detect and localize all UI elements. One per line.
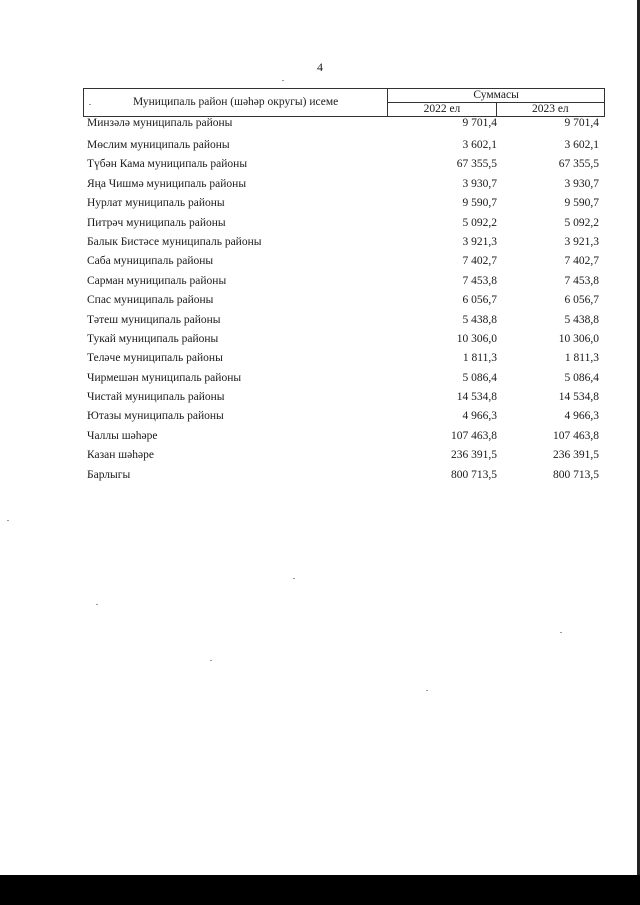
amount-2022-cell: 800 713,5 [451,468,497,481]
amount-2022-cell: 9 590,7 [462,197,497,210]
amount-2023-cell: 67 355,5 [558,158,599,171]
header-year-2023: 2023 ел [496,103,604,117]
table-row [83,194,605,213]
scan-speck [293,578,295,579]
scan-speck [7,520,9,521]
amount-2022-cell: 5 092,2 [462,216,497,229]
table-row [83,407,605,426]
table-body [83,117,605,485]
amount-2022-cell: 5 086,4 [462,371,497,384]
amount-2022-cell: 7 402,7 [462,255,497,268]
amount-2023-cell: 3 602,1 [564,139,599,151]
table-row [83,311,605,330]
municipality-name-cell: Чистай муниципаль районы [87,391,225,404]
amount-2023-cell: 5 086,4 [564,371,599,384]
municipality-name-cell: Мөслим муниципаль районы [87,139,230,151]
municipality-name-cell: Минзәлә муниципаль районы [87,117,233,129]
amount-2022-cell: 3 602,1 [462,139,497,151]
header-year-2022: 2022 ел [388,103,496,117]
amount-2023-cell: 10 306,0 [558,332,599,345]
amount-2023-cell: 236 391,5 [553,449,599,462]
municipality-name-cell: Тукай муниципаль районы [87,332,219,345]
municipality-name-cell: Спас муниципаль районы [87,294,214,307]
amount-2023-cell: 7 453,8 [564,274,599,287]
table-row [83,272,605,291]
table-row [83,330,605,349]
table-row [83,291,605,310]
table-row [83,427,605,446]
scan-speck [210,660,212,661]
amount-2023-cell: 3 921,3 [564,235,599,248]
amount-2022-cell: 3 930,7 [462,177,497,190]
municipality-name-cell: Питрәч муниципаль районы [87,216,226,229]
scan-speck [96,604,98,605]
amount-2022-cell: 3 921,3 [462,235,497,248]
municipality-name-cell: Яңа Чишмә муниципаль районы [87,177,247,190]
table-row [83,175,605,194]
municipality-name-cell: Теләче муниципаль районы [87,352,223,365]
municipality-name-cell: Чирмешән муниципаль районы [87,371,242,384]
municipality-name-cell: Саба муниципаль районы [87,255,214,268]
municipality-name-cell: Нурлат муниципаль районы [87,197,225,210]
table-row [83,214,605,233]
page-number: 4 [317,60,323,74]
header-sum-group: Суммасы [388,89,605,103]
table-row [83,155,605,174]
municipality-name-cell: Чаллы шәһәре [87,429,158,442]
amount-2023-cell: 6 056,7 [564,294,599,307]
municipality-name-cell: Ютазы муниципаль районы [87,410,224,423]
scan-speck [282,80,284,81]
amount-2022-cell: 14 534,8 [456,391,497,404]
amount-2023-cell: 7 402,7 [564,255,599,268]
table-row [83,252,605,271]
table-row [83,369,605,388]
municipality-name-cell: Сарман муниципаль районы [87,274,227,287]
municipality-name-cell: Тәтеш муниципаль районы [87,313,221,326]
amount-2022-cell: 236 391,5 [451,449,497,462]
municipality-name-cell: Түбән Кама муниципаль районы [87,158,248,171]
amount-2023-cell: 9 590,7 [564,197,599,210]
amount-2023-cell: 800 713,5 [553,468,599,481]
amount-2023-cell: 4 966,3 [564,410,599,423]
table-header [83,88,605,117]
amount-2022-cell: 10 306,0 [456,332,497,345]
table-row [83,446,605,465]
amount-2022-cell: 107 463,8 [451,429,497,442]
amount-2023-cell: 9 701,4 [564,117,599,129]
amount-2022-cell: 9 701,4 [462,117,497,129]
amount-2023-cell: 14 534,8 [558,391,599,404]
table-row [83,117,605,129]
municipality-name-cell: Казан шәһәре [87,449,154,462]
amount-2022-cell: 67 355,5 [456,158,497,171]
amount-2022-cell: 1 811,3 [462,352,497,365]
header-municipality-name: Муниципаль район (шәһәр округы) исеме [84,89,388,117]
table-row [83,349,605,368]
scan-bottom-edge [0,875,640,905]
scan-speck [560,632,562,633]
amount-2023-cell: 5 438,8 [564,313,599,326]
amount-2023-cell: 5 092,2 [564,216,599,229]
amount-2022-cell: 6 056,7 [462,294,497,307]
amount-2022-cell: 7 453,8 [462,274,497,287]
scan-speck [426,690,428,691]
amount-2023-cell: 3 930,7 [564,177,599,190]
table-row [83,466,605,485]
municipality-name-cell: Балык Бистәсе муниципаль районы [87,235,262,248]
municipality-name-cell: Барлыгы [87,468,131,481]
amount-2023-cell: 107 463,8 [553,429,599,442]
budget-table [83,88,605,485]
amount-2023-cell: 1 811,3 [564,352,599,365]
amount-2022-cell: 4 966,3 [462,410,497,423]
scan-speck [89,104,91,105]
amount-2022-cell: 5 438,8 [462,313,497,326]
table-row [83,233,605,252]
table-row [83,388,605,407]
table-row [83,136,605,155]
